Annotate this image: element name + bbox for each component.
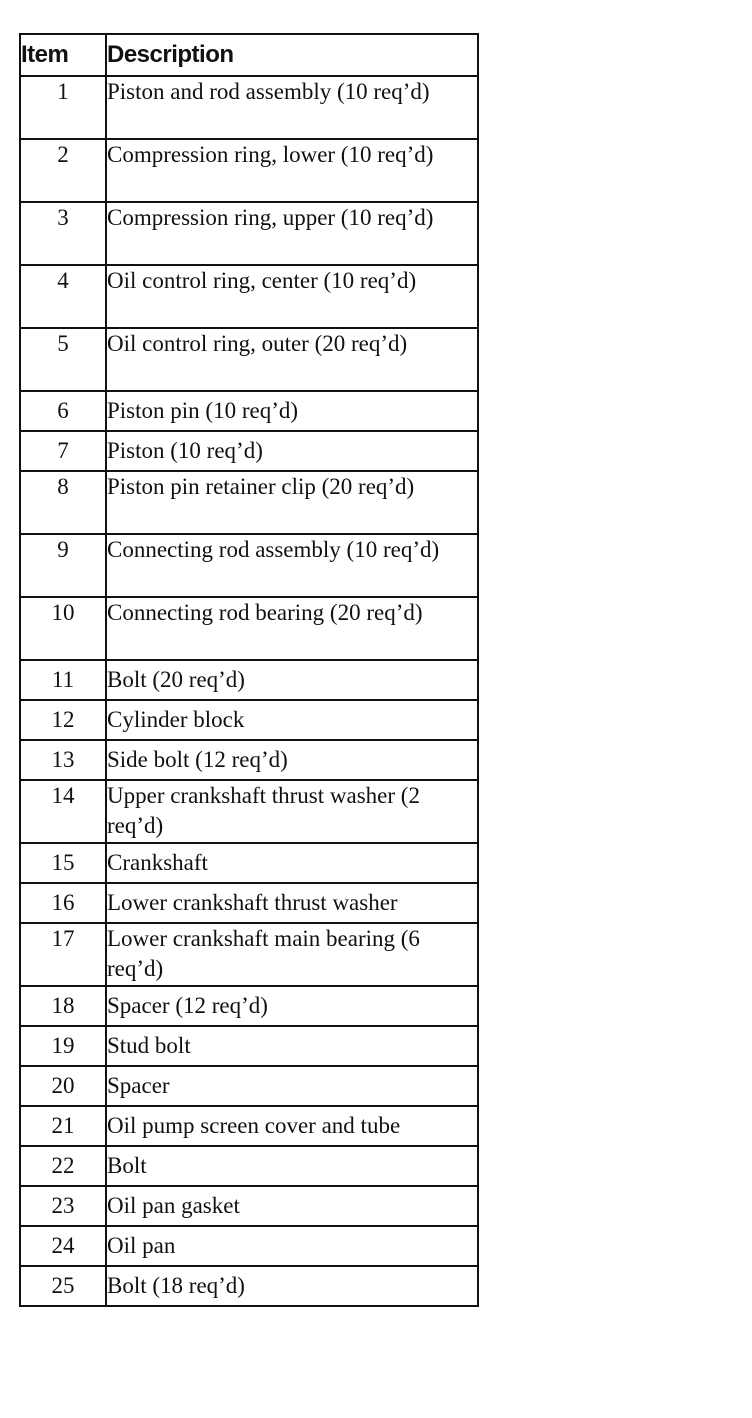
item-description: Spacer (12 req’d) [106, 986, 478, 1026]
table-row [20, 534, 478, 597]
item-number: 4 [20, 265, 106, 328]
item-number: 9 [20, 534, 106, 597]
item-number: 8 [20, 471, 106, 534]
item-number: 21 [20, 1106, 106, 1146]
item-number: 5 [20, 328, 106, 391]
item-description: Cylinder block [106, 700, 478, 740]
item-number: 16 [20, 883, 106, 923]
item-description: Spacer [106, 1066, 478, 1106]
item-description: Crankshaft [106, 843, 478, 883]
table-row [20, 780, 478, 843]
table-row [20, 1186, 478, 1226]
table-row [20, 1266, 478, 1306]
item-description: Compression ring, lower (10 req’d) [106, 139, 478, 202]
item-number: 15 [20, 843, 106, 883]
table-row [20, 76, 478, 139]
table-row [20, 1026, 478, 1066]
table-row [20, 1146, 478, 1186]
item-description: Oil pan [106, 1226, 478, 1266]
item-number: 17 [20, 923, 106, 986]
item-number: 23 [20, 1186, 106, 1226]
parts-table [19, 33, 479, 1307]
item-description: Lower crankshaft thrust washer [106, 883, 478, 923]
item-description: Connecting rod assembly (10 req’d) [106, 534, 478, 597]
item-description: Connecting rod bearing (20 req’d) [106, 597, 478, 660]
table-row [20, 660, 478, 700]
table-row [20, 202, 478, 265]
item-description: Oil control ring, center (10 req’d) [106, 265, 478, 328]
table-row [20, 1106, 478, 1146]
table-row [20, 431, 478, 471]
item-number: 13 [20, 740, 106, 780]
table-row [20, 923, 478, 986]
table-row [20, 328, 478, 391]
item-number: 12 [20, 700, 106, 740]
table-row [20, 1226, 478, 1266]
item-description: Stud bolt [106, 1026, 478, 1066]
item-number: 6 [20, 391, 106, 431]
table-header-row [20, 34, 478, 76]
item-description: Piston pin retainer clip (20 req’d) [106, 471, 478, 534]
item-description: Upper crankshaft thrust washer (2 req’d) [106, 780, 478, 843]
item-number: 10 [20, 597, 106, 660]
item-number: 1 [20, 76, 106, 139]
item-number: 24 [20, 1226, 106, 1266]
table-row [20, 1066, 478, 1106]
item-number: 11 [20, 660, 106, 700]
item-description: Piston and rod assembly (10 req’d) [106, 76, 478, 139]
item-number: 20 [20, 1066, 106, 1106]
item-description: Piston pin (10 req’d) [106, 391, 478, 431]
item-description: Bolt (18 req’d) [106, 1266, 478, 1306]
table-row [20, 265, 478, 328]
table-row [20, 843, 478, 883]
table-row [20, 700, 478, 740]
item-description: Bolt [106, 1146, 478, 1186]
item-number: 3 [20, 202, 106, 265]
item-description: Oil control ring, outer (20 req’d) [106, 328, 478, 391]
item-description: Bolt (20 req’d) [106, 660, 478, 700]
item-number: 22 [20, 1146, 106, 1186]
item-number: 19 [20, 1026, 106, 1066]
item-number: 2 [20, 139, 106, 202]
item-description: Piston (10 req’d) [106, 431, 478, 471]
item-number: 7 [20, 431, 106, 471]
table-row [20, 597, 478, 660]
table-row [20, 883, 478, 923]
item-description: Oil pump screen cover and tube [106, 1106, 478, 1146]
item-description: Oil pan gasket [106, 1186, 478, 1226]
item-column-header: Item [20, 34, 106, 76]
table-row [20, 139, 478, 202]
item-number: 18 [20, 986, 106, 1026]
table-row [20, 740, 478, 780]
item-description: Lower crankshaft main bearing (6 req’d) [106, 923, 478, 986]
table-row [20, 471, 478, 534]
description-column-header: Description [106, 34, 478, 76]
table-row [20, 986, 478, 1026]
table-row [20, 391, 478, 431]
item-description: Compression ring, upper (10 req’d) [106, 202, 478, 265]
item-description: Side bolt (12 req’d) [106, 740, 478, 780]
item-number: 25 [20, 1266, 106, 1306]
item-number: 14 [20, 780, 106, 843]
